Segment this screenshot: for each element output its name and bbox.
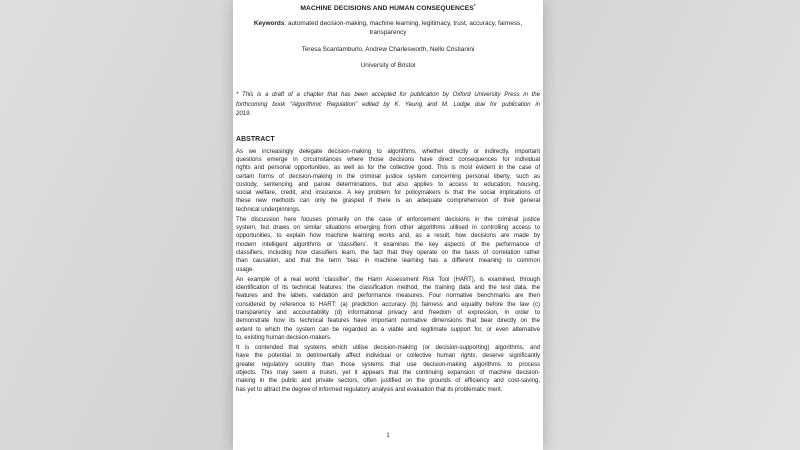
- text-line: technical underpinnings.: [236, 205, 301, 213]
- text-line: forthcoming book “Algorithmic Regulation” edited by K. Yeung and M. Lodge due for publication in: [236, 100, 540, 108]
- text-line: opportunities, to explain how machine learning works and, as a result, how decisions are made by: [236, 232, 540, 240]
- text-line: custody, sentencing and parole determinations, but also applies to access to education, housing,: [236, 180, 540, 188]
- authors-line: Teresa Scantamburlo, Andrew Charlesworth, Nello Cristianini: [301, 46, 475, 54]
- text-line: * This is a draft of a chapter that has been accepted for publication by Oxford University Press in the: [236, 91, 540, 99]
- text-line: system, but draws on similar situations emerging from other algorithms utilised in controlling access to: [236, 224, 540, 232]
- abstract-paragraph-3: [236, 276, 540, 342]
- text-line: 2019.: [236, 109, 251, 117]
- abstract-paragraph-2: [236, 216, 540, 274]
- text-line: demonstrate how its technical features have important normative dimensions that bear directly on the: [236, 317, 540, 325]
- text-line: features and the labels, validation and performance measures. Four normative benchmarks are then: [236, 292, 540, 300]
- text-line: objects. This may seem a truism, yet it appears that the continuing expansion of machine decision-: [236, 369, 540, 377]
- text-line: identification of its technical features: the classification method, the training data and the test data, the: [236, 284, 540, 292]
- text-line: considered by reference to HART: (a) prediction accuracy (b) fairness and equality before the law (c): [236, 300, 540, 308]
- text-line: rights and personal opportunities, as well as for the collective good. This is most evident in the case of: [236, 164, 540, 172]
- text-line: modern intelligent algorithms or ‘classifiers’. It examines the key aspects of the performance of: [236, 240, 540, 248]
- text-line: greater regulatory scrutiny than those systems that use decision-making algorithms to process: [236, 360, 540, 368]
- keywords-line-2: transparency: [369, 29, 407, 37]
- paper-title-text: MACHINE DECISIONS AND HUMAN CONSEQUENCES: [300, 4, 474, 12]
- text-line: social welfare, credit, and insurance. A key problem for policymakers is that the social implications of: [236, 189, 540, 197]
- title-footnote-marker: *: [473, 2, 476, 8]
- draft-footnote: [236, 90, 540, 118]
- text-line: extent to which the system can be regarded as a viable and legitimate support for, or even alternative: [236, 325, 540, 333]
- text-line: have the potential to detrimentally affect individual or collective human rights, deserve significantly: [236, 352, 540, 360]
- paper-page: [233, 0, 543, 450]
- text-line: questions emerge in circumstances where those decisions have direct consequences for individual: [236, 155, 540, 163]
- text-line: As we increasingly delegate decision-making to algorithms, whether directly or indirectly, important: [236, 147, 540, 155]
- text-line: transparency and accountability (d) informational privacy and freedom of expression, in order to: [236, 309, 540, 317]
- text-line: The discussion here focuses primarily on the case of enforcement decisions in the criminal justice: [236, 215, 540, 223]
- keywords-label: Keywords: [253, 20, 285, 28]
- affiliation-line: University of Bristol: [360, 62, 416, 70]
- text-line: usage.: [236, 265, 254, 273]
- text-line: to, existing human decision-makers.: [236, 333, 332, 341]
- keywords-list: : automated decision-making, machine learning, legitimacy, trust, accuracy, fairness,: [284, 20, 523, 28]
- text-line: It is contended that systems which utilise decision-making (or decision-supporting) algorithms, and: [236, 344, 540, 352]
- text-line: making in the public and private sectors, often justified on the grounds of efficiency and cost-saving,: [236, 377, 540, 385]
- abstract-body: [236, 148, 540, 394]
- text-line: An example of a real world ‘classifier’, the Harm Assessment Risk Tool (HART), is examined, through: [236, 275, 540, 283]
- page-number: 1: [386, 432, 390, 439]
- abstract-heading: ABSTRACT: [236, 135, 275, 143]
- text-line: has yet to attract the degree of informed regulatory analysis and evaluation that its problematic merit.: [236, 385, 503, 393]
- paper-title: [236, 2, 540, 13]
- text-line: certain forms of decision-making in the criminal justice system concerning personal liberty, such as: [236, 172, 540, 180]
- text-line: than causation, and that the term ‘bias’ in machine learning has a different meaning to common: [236, 257, 540, 265]
- abstract-paragraph-1: [236, 148, 540, 214]
- keywords-line: [236, 19, 540, 28]
- abstract-paragraph-4: [236, 344, 540, 394]
- text-line: classifiers, including how classifiers learn, the fact that they operate on the basis of correlation rather: [236, 249, 540, 257]
- text-line: these new methods can only be grasped if there is an adequate comprehension of their general: [236, 197, 540, 205]
